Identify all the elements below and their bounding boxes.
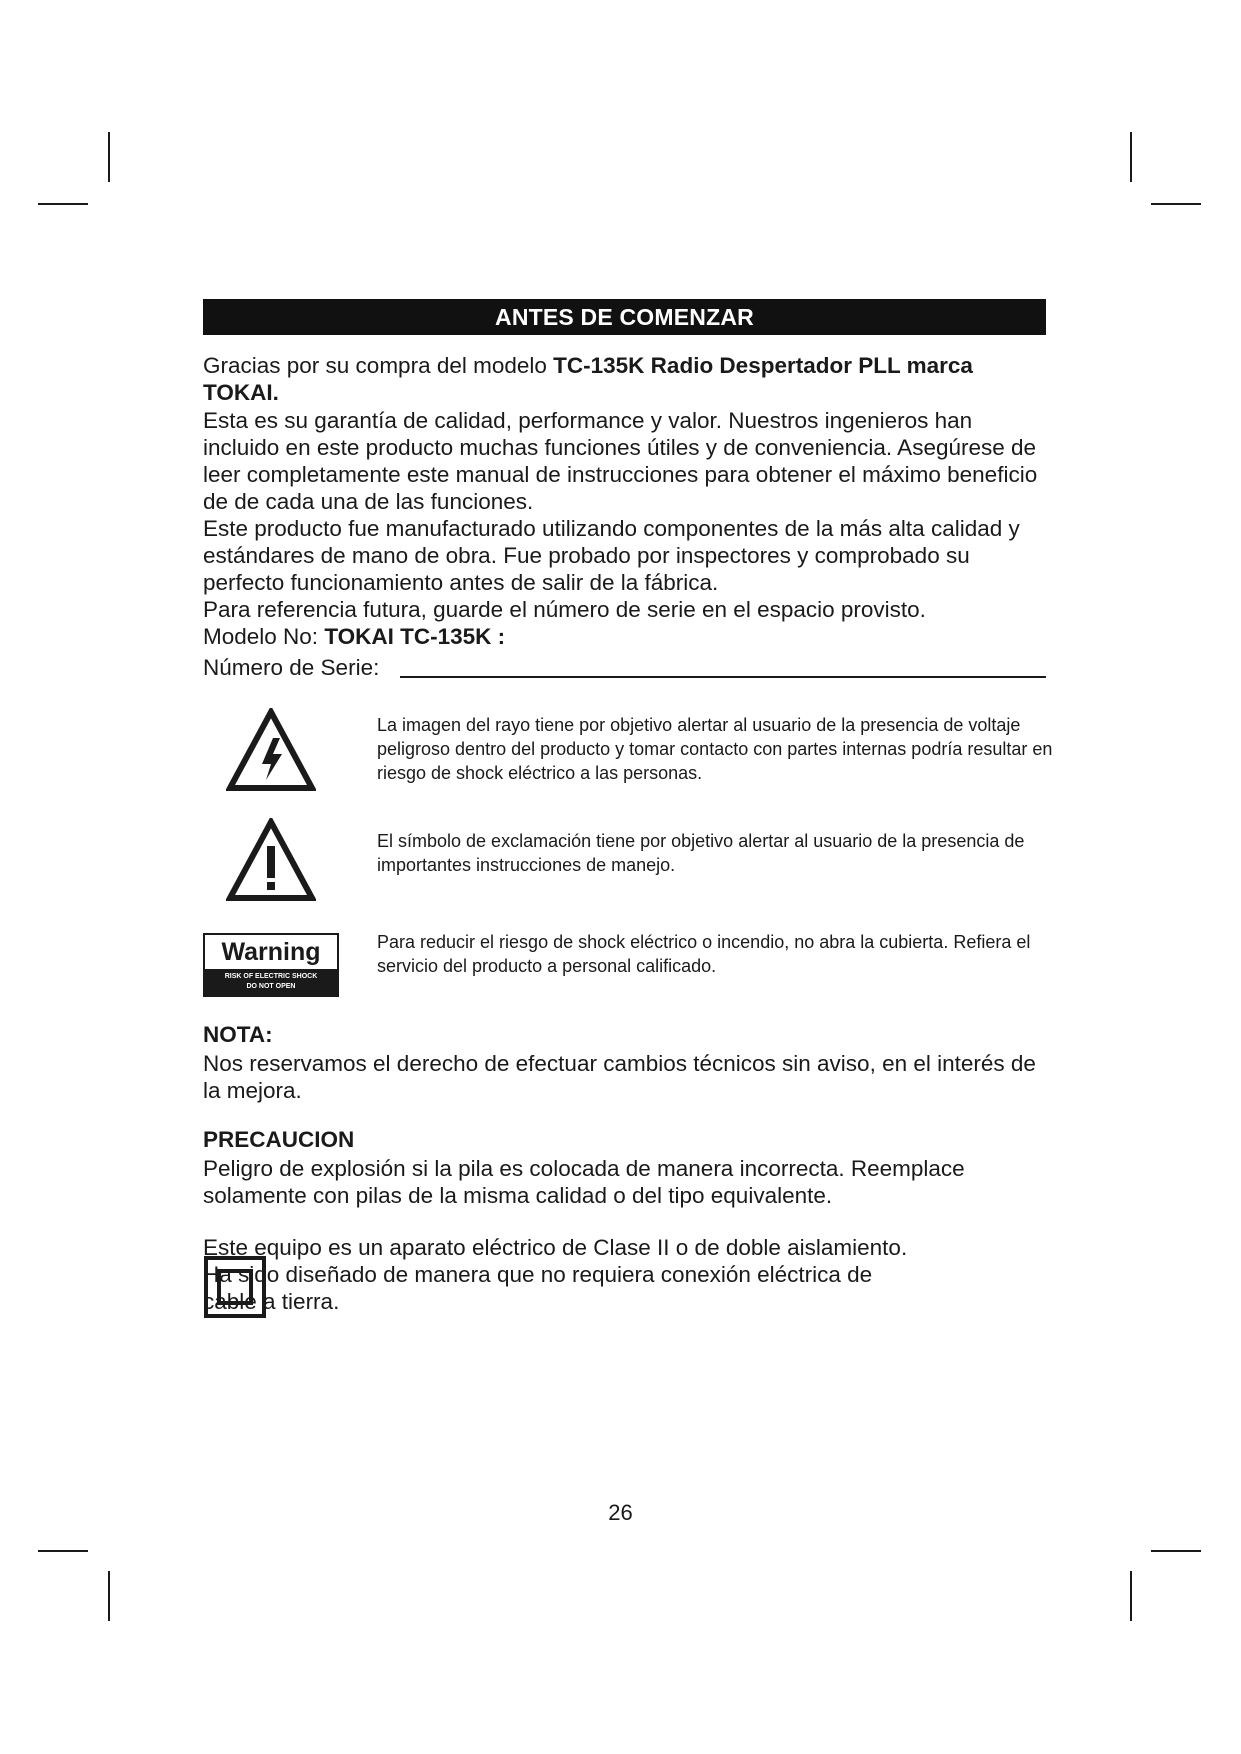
crop-mark	[1151, 1550, 1201, 1552]
thanks-line: Gracias por su compra del modelo TC-135K Radio Despertador PLL marca TOKAI.	[203, 353, 973, 405]
double-insulation-icon	[204, 1256, 266, 1318]
lightning-description: La imagen del rayo tiene por objetivo alertar al usuario de la presencia de voltaje peligroso dentro del producto y tomar contacto con partes internas podría resultar en riesgo de shock eléctrico a las personas.	[377, 715, 1053, 783]
crop-mark	[1151, 203, 1201, 205]
warning-subtitle: RISK OF ELECTRIC SHOCK DO NOT OPEN	[205, 969, 337, 995]
crop-mark	[108, 132, 110, 182]
page-number: 26	[608, 1500, 633, 1525]
section-title: ANTES DE COMENZAR	[495, 303, 754, 330]
exclamation-warning-icon	[226, 818, 316, 902]
serial-number-blank	[400, 676, 1046, 678]
intro-block	[203, 352, 1053, 681]
crop-mark	[108, 1571, 110, 1621]
paragraph-guarantee: Esta es su garantía de calidad, performance y valor. Nuestros ingenieros han incluido en este producto muchas funciones útiles y de conveniencia. Asegúrese de leer completamente este manual de instrucciones para obtener el máximo beneficio de de cada una de las funciones.	[203, 408, 1038, 514]
crop-mark	[1130, 1571, 1132, 1621]
model-number: TOKAI TC-135K :	[324, 624, 506, 649]
paragraph-reference: Para referencia futura, guarde el número de serie en el espacio provisto.	[203, 597, 926, 622]
lightning-warning-icon	[226, 708, 316, 792]
crop-mark	[38, 203, 88, 205]
paragraph-manufacture: Este producto fue manufacturado utilizando componentes de la más alta calidad y estándares de mano de obra. Fue probado por inspectores y comprobado su perfecto funcionamiento antes de salir de la fábrica.	[203, 516, 1020, 595]
serial-line-label: Número de Serie:	[203, 655, 380, 680]
crop-mark	[1130, 132, 1132, 182]
section-header	[203, 299, 1046, 335]
warning-title: Warning	[221, 937, 321, 966]
class2-text: Este equipo es un aparato eléctrico de Clase II o de doble aislamiento. Ha sido diseñado de manera que no requiera conexión eléctrica de cable a tierra.	[203, 1235, 908, 1314]
crop-mark	[38, 1550, 88, 1552]
precaucion-heading: PRECAUCION	[203, 1127, 355, 1152]
warning-label	[203, 933, 339, 997]
nota-text: Nos reservamos el derecho de efectuar cambios técnicos sin aviso, en el interés de la mejora.	[203, 1051, 1036, 1103]
precaucion-text: Peligro de explosión si la pila es colocada de manera incorrecta. Reemplace solamente con pilas de la misma calidad o del tipo equivalente.	[203, 1156, 965, 1208]
exclamation-description: El símbolo de exclamación tiene por objetivo alertar al usuario de la presencia de importantes instrucciones de manejo.	[377, 831, 1025, 875]
nota-heading: NOTA:	[203, 1022, 273, 1047]
model-name: TC-135K Radio Despertador PLL marca TOKAI.	[203, 353, 973, 405]
warning-description: Para reducir el riesgo de shock eléctrico o incendio, no abra la cubierta. Refiera el servicio del producto a personal calificado.	[377, 932, 1031, 976]
model-line: Modelo No: TOKAI TC-135K :	[203, 624, 506, 649]
